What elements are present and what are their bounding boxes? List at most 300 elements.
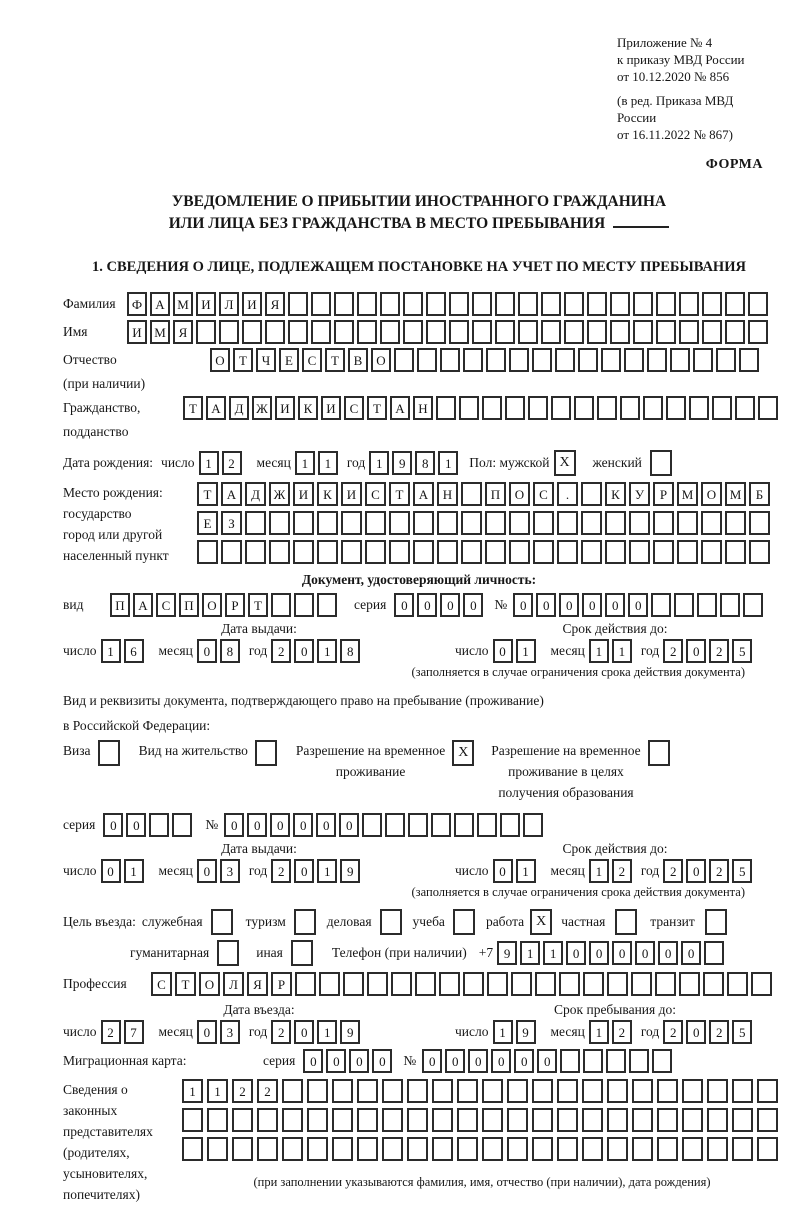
residence-series-cell[interactable] — [172, 813, 192, 837]
birth-place-cell[interactable]: О — [509, 482, 530, 506]
given-name-cell[interactable] — [610, 320, 630, 344]
purpose-study-checkbox[interactable] — [453, 909, 475, 935]
migration-card-number-cell[interactable] — [583, 1049, 603, 1073]
patronymic-cell[interactable] — [417, 348, 437, 372]
valid-day-cell[interactable]: 1 — [516, 859, 536, 883]
representative-cell[interactable] — [607, 1137, 628, 1161]
representative-cell[interactable] — [632, 1079, 653, 1103]
purpose-transit-checkbox[interactable] — [705, 909, 727, 935]
representative-cell[interactable]: 2 — [232, 1079, 253, 1103]
issue-year-cell[interactable]: 1 — [317, 859, 337, 883]
citizenship-cell[interactable] — [597, 396, 617, 420]
birth-place-cell[interactable] — [437, 540, 458, 564]
entry-year-cell[interactable]: 1 — [317, 1020, 337, 1044]
birth-place-cell[interactable]: Е — [197, 511, 218, 535]
birth-place-cell[interactable] — [485, 540, 506, 564]
citizenship-cell[interactable] — [643, 396, 663, 420]
profession-cell[interactable] — [295, 972, 316, 996]
stay-year-cell[interactable]: 5 — [732, 1020, 752, 1044]
entry-year-cell[interactable]: 0 — [294, 1020, 314, 1044]
representative-cell[interactable] — [632, 1108, 653, 1132]
residence-permit-checkbox[interactable] — [255, 740, 277, 766]
purpose-tourism-checkbox[interactable] — [294, 909, 316, 935]
issue-month-cell[interactable]: 0 — [197, 639, 217, 663]
citizenship-cell[interactable] — [574, 396, 594, 420]
representative-cell[interactable] — [557, 1079, 578, 1103]
residence-number-cell[interactable]: 0 — [293, 813, 313, 837]
representative-cell[interactable] — [432, 1137, 453, 1161]
birth-place-cell[interactable] — [533, 511, 554, 535]
citizenship-cell[interactable] — [712, 396, 732, 420]
representative-cell[interactable] — [532, 1079, 553, 1103]
birth-day-cell[interactable]: 2 — [222, 451, 242, 475]
surname-cell[interactable] — [334, 292, 354, 316]
representative-cell[interactable] — [507, 1137, 528, 1161]
birth-place-cell[interactable] — [701, 511, 722, 535]
birth-place-cell[interactable] — [365, 511, 386, 535]
patronymic-cell[interactable] — [463, 348, 483, 372]
doc-series-cell[interactable]: 0 — [463, 593, 483, 617]
issue-month-cell[interactable]: 0 — [197, 859, 217, 883]
birth-place-cell[interactable] — [653, 540, 674, 564]
representative-cell[interactable] — [582, 1108, 603, 1132]
purpose-official-checkbox[interactable] — [211, 909, 233, 935]
birth-place-cell[interactable]: У — [629, 482, 650, 506]
representative-cell[interactable] — [582, 1137, 603, 1161]
birth-place-cell[interactable]: Р — [653, 482, 674, 506]
patronymic-cell[interactable] — [578, 348, 598, 372]
citizenship-cell[interactable] — [551, 396, 571, 420]
surname-cell[interactable] — [403, 292, 423, 316]
birth-place-cell[interactable] — [413, 540, 434, 564]
birth-place-cell[interactable]: И — [293, 482, 314, 506]
patronymic-cell[interactable]: Е — [279, 348, 299, 372]
profession-cell[interactable] — [727, 972, 748, 996]
representative-cell[interactable] — [307, 1137, 328, 1161]
given-name-cell[interactable] — [656, 320, 676, 344]
birth-place-cell[interactable] — [269, 511, 290, 535]
profession-cell[interactable] — [607, 972, 628, 996]
surname-cell[interactable] — [725, 292, 745, 316]
representative-cell[interactable] — [182, 1137, 203, 1161]
representative-cell[interactable] — [532, 1108, 553, 1132]
residence-number-cell[interactable] — [500, 813, 520, 837]
surname-cell[interactable] — [610, 292, 630, 316]
issue-day-cell[interactable]: 6 — [124, 639, 144, 663]
residence-number-cell[interactable] — [408, 813, 428, 837]
issue-year-cell[interactable]: 0 — [294, 639, 314, 663]
representative-cell[interactable] — [757, 1108, 778, 1132]
birth-place-cell[interactable] — [317, 540, 338, 564]
birth-place-cell[interactable]: Д — [245, 482, 266, 506]
birth-place-cell[interactable] — [293, 511, 314, 535]
representative-cell[interactable] — [482, 1108, 503, 1132]
residence-number-cell[interactable] — [523, 813, 543, 837]
issue-year-cell[interactable]: 0 — [294, 859, 314, 883]
given-name-cell[interactable] — [426, 320, 446, 344]
birth-place-cell[interactable] — [293, 540, 314, 564]
birth-place-cell[interactable]: П — [485, 482, 506, 506]
birth-place-cell[interactable]: М — [677, 482, 698, 506]
profession-cell[interactable] — [559, 972, 580, 996]
representative-cell[interactable] — [682, 1108, 703, 1132]
migration-card-number-cell[interactable] — [652, 1049, 672, 1073]
birth-place-cell[interactable] — [677, 511, 698, 535]
given-name-cell[interactable] — [587, 320, 607, 344]
given-name-cell[interactable] — [265, 320, 285, 344]
patronymic-cell[interactable] — [739, 348, 759, 372]
birth-place-cell[interactable] — [725, 540, 746, 564]
entry-day-cell[interactable]: 7 — [124, 1020, 144, 1044]
entry-year-cell[interactable]: 2 — [271, 1020, 291, 1044]
stay-day-cell[interactable]: 1 — [493, 1020, 513, 1044]
representative-cell[interactable] — [382, 1079, 403, 1103]
surname-cell[interactable] — [679, 292, 699, 316]
given-name-cell[interactable] — [725, 320, 745, 344]
profession-cell[interactable] — [631, 972, 652, 996]
given-name-cell[interactable] — [518, 320, 538, 344]
patronymic-cell[interactable]: Ч — [256, 348, 276, 372]
representative-cell[interactable] — [457, 1108, 478, 1132]
surname-cell[interactable] — [518, 292, 538, 316]
temp-residence-education-checkbox[interactable] — [648, 740, 670, 766]
given-name-cell[interactable] — [748, 320, 768, 344]
given-name-cell[interactable] — [219, 320, 239, 344]
surname-cell[interactable] — [748, 292, 768, 316]
representative-cell[interactable] — [457, 1137, 478, 1161]
patronymic-cell[interactable]: С — [302, 348, 322, 372]
surname-cell[interactable]: Ф — [127, 292, 147, 316]
visa-checkbox[interactable] — [98, 740, 120, 766]
issue-day-cell[interactable]: 1 — [124, 859, 144, 883]
birth-place-cell[interactable]: Т — [197, 482, 218, 506]
doc-kind-cell[interactable]: С — [156, 593, 176, 617]
surname-cell[interactable] — [564, 292, 584, 316]
representative-cell[interactable] — [282, 1108, 303, 1132]
given-name-cell[interactable] — [541, 320, 561, 344]
birth-place-cell[interactable]: С — [365, 482, 386, 506]
issue-year-cell[interactable]: 8 — [340, 639, 360, 663]
birth-place-cell[interactable] — [341, 540, 362, 564]
given-name-cell[interactable] — [495, 320, 515, 344]
valid-month-cell[interactable]: 2 — [612, 859, 632, 883]
citizenship-cell[interactable] — [528, 396, 548, 420]
stay-month-cell[interactable]: 2 — [612, 1020, 632, 1044]
issue-month-cell[interactable]: 3 — [220, 859, 240, 883]
migration-card-number-cell[interactable]: 0 — [491, 1049, 511, 1073]
residence-number-cell[interactable] — [454, 813, 474, 837]
profession-cell[interactable] — [511, 972, 532, 996]
residence-series-cell[interactable]: 0 — [103, 813, 123, 837]
surname-cell[interactable]: Я — [265, 292, 285, 316]
citizenship-cell[interactable] — [436, 396, 456, 420]
patronymic-cell[interactable] — [555, 348, 575, 372]
valid-year-cell[interactable]: 5 — [732, 639, 752, 663]
profession-cell[interactable] — [391, 972, 412, 996]
citizenship-cell[interactable]: С — [344, 396, 364, 420]
birth-place-cell[interactable]: И — [341, 482, 362, 506]
residence-series-cell[interactable] — [149, 813, 169, 837]
residence-number-cell[interactable] — [477, 813, 497, 837]
representative-cell[interactable] — [532, 1137, 553, 1161]
profession-cell[interactable]: О — [199, 972, 220, 996]
doc-series-cell[interactable]: 0 — [440, 593, 460, 617]
citizenship-cell[interactable] — [735, 396, 755, 420]
birth-place-cell[interactable]: К — [605, 482, 626, 506]
patronymic-cell[interactable]: О — [210, 348, 230, 372]
representative-cell[interactable] — [307, 1108, 328, 1132]
birth-day-cell[interactable]: 1 — [199, 451, 219, 475]
issue-year-cell[interactable]: 2 — [271, 859, 291, 883]
representative-cell[interactable] — [182, 1108, 203, 1132]
surname-cell[interactable]: А — [150, 292, 170, 316]
birth-place-cell[interactable]: З — [221, 511, 242, 535]
profession-cell[interactable] — [751, 972, 772, 996]
representative-cell[interactable] — [507, 1079, 528, 1103]
stay-day-cell[interactable]: 9 — [516, 1020, 536, 1044]
representative-cell[interactable] — [207, 1137, 228, 1161]
given-name-cell[interactable] — [334, 320, 354, 344]
doc-kind-cell[interactable]: О — [202, 593, 222, 617]
doc-number-cell[interactable] — [720, 593, 740, 617]
profession-cell[interactable]: С — [151, 972, 172, 996]
patronymic-cell[interactable] — [716, 348, 736, 372]
birth-place-cell[interactable] — [629, 511, 650, 535]
birth-place-cell[interactable]: Ж — [269, 482, 290, 506]
birth-place-cell[interactable]: А — [221, 482, 242, 506]
valid-month-cell[interactable]: 1 — [612, 639, 632, 663]
birth-place-cell[interactable]: С — [533, 482, 554, 506]
birth-place-cell[interactable] — [317, 511, 338, 535]
patronymic-cell[interactable] — [532, 348, 552, 372]
representative-cell[interactable] — [407, 1079, 428, 1103]
birth-month-cell[interactable]: 1 — [295, 451, 315, 475]
representative-cell[interactable] — [657, 1108, 678, 1132]
representative-cell[interactable] — [357, 1137, 378, 1161]
patronymic-cell[interactable] — [394, 348, 414, 372]
doc-kind-cell[interactable] — [294, 593, 314, 617]
representative-cell[interactable] — [607, 1079, 628, 1103]
birth-place-cell[interactable]: Т — [389, 482, 410, 506]
patronymic-cell[interactable] — [647, 348, 667, 372]
representative-cell[interactable] — [207, 1108, 228, 1132]
surname-cell[interactable]: И — [196, 292, 216, 316]
profession-cell[interactable] — [343, 972, 364, 996]
issue-day-cell[interactable]: 1 — [101, 639, 121, 663]
given-name-cell[interactable] — [403, 320, 423, 344]
citizenship-cell[interactable]: А — [206, 396, 226, 420]
valid-month-cell[interactable]: 1 — [589, 859, 609, 883]
entry-month-cell[interactable]: 3 — [220, 1020, 240, 1044]
doc-kind-cell[interactable] — [317, 593, 337, 617]
patronymic-cell[interactable]: Т — [233, 348, 253, 372]
valid-month-cell[interactable]: 1 — [589, 639, 609, 663]
citizenship-cell[interactable] — [666, 396, 686, 420]
surname-cell[interactable]: М — [173, 292, 193, 316]
citizenship-cell[interactable]: И — [275, 396, 295, 420]
representative-cell[interactable] — [682, 1079, 703, 1103]
issue-year-cell[interactable]: 1 — [317, 639, 337, 663]
phone-digit-cell[interactable]: 1 — [543, 941, 563, 965]
birth-place-cell[interactable] — [461, 511, 482, 535]
doc-kind-cell[interactable]: Т — [248, 593, 268, 617]
birth-place-cell[interactable] — [725, 511, 746, 535]
citizenship-cell[interactable] — [620, 396, 640, 420]
given-name-cell[interactable] — [380, 320, 400, 344]
purpose-humanitarian-checkbox[interactable] — [217, 940, 239, 966]
issue-day-cell[interactable]: 0 — [101, 859, 121, 883]
doc-kind-cell[interactable] — [271, 593, 291, 617]
birth-place-cell[interactable] — [581, 482, 602, 506]
residence-number-cell[interactable] — [385, 813, 405, 837]
citizenship-cell[interactable] — [482, 396, 502, 420]
surname-cell[interactable] — [357, 292, 377, 316]
patronymic-cell[interactable] — [440, 348, 460, 372]
profession-cell[interactable]: Я — [247, 972, 268, 996]
citizenship-cell[interactable] — [505, 396, 525, 420]
representative-cell[interactable] — [557, 1108, 578, 1132]
stay-month-cell[interactable]: 1 — [589, 1020, 609, 1044]
profession-cell[interactable] — [703, 972, 724, 996]
profession-cell[interactable] — [319, 972, 340, 996]
birth-place-cell[interactable] — [197, 540, 218, 564]
representative-cell[interactable] — [632, 1137, 653, 1161]
given-name-cell[interactable]: М — [150, 320, 170, 344]
migration-card-series-cell[interactable]: 0 — [303, 1049, 323, 1073]
birth-place-cell[interactable] — [557, 511, 578, 535]
representative-cell[interactable] — [757, 1137, 778, 1161]
birth-place-cell[interactable] — [533, 540, 554, 564]
surname-cell[interactable] — [656, 292, 676, 316]
representative-cell[interactable] — [407, 1137, 428, 1161]
migration-card-number-cell[interactable] — [606, 1049, 626, 1073]
given-name-cell[interactable] — [679, 320, 699, 344]
birth-place-cell[interactable] — [461, 540, 482, 564]
profession-cell[interactable] — [439, 972, 460, 996]
citizenship-cell[interactable] — [758, 396, 778, 420]
given-name-cell[interactable] — [633, 320, 653, 344]
citizenship-cell[interactable]: К — [298, 396, 318, 420]
surname-cell[interactable] — [472, 292, 492, 316]
phone-digit-cell[interactable]: 0 — [566, 941, 586, 965]
profession-cell[interactable] — [583, 972, 604, 996]
patronymic-cell[interactable]: Т — [325, 348, 345, 372]
patronymic-cell[interactable] — [624, 348, 644, 372]
surname-cell[interactable] — [449, 292, 469, 316]
stay-year-cell[interactable]: 2 — [709, 1020, 729, 1044]
patronymic-cell[interactable]: О — [371, 348, 391, 372]
migration-card-number-cell[interactable]: 0 — [422, 1049, 442, 1073]
birth-place-cell[interactable] — [437, 511, 458, 535]
representative-cell[interactable] — [357, 1108, 378, 1132]
residence-series-cell[interactable]: 0 — [126, 813, 146, 837]
representative-cell[interactable] — [382, 1137, 403, 1161]
male-checkbox[interactable]: X — [554, 450, 576, 476]
representative-cell[interactable] — [457, 1079, 478, 1103]
profession-cell[interactable] — [367, 972, 388, 996]
migration-card-number-cell[interactable] — [629, 1049, 649, 1073]
birth-place-cell[interactable] — [509, 511, 530, 535]
doc-number-cell[interactable] — [651, 593, 671, 617]
valid-day-cell[interactable]: 0 — [493, 639, 513, 663]
doc-kind-cell[interactable]: П — [179, 593, 199, 617]
birth-year-cell[interactable]: 9 — [392, 451, 412, 475]
issue-month-cell[interactable]: 8 — [220, 639, 240, 663]
birth-place-cell[interactable] — [245, 540, 266, 564]
representative-cell[interactable] — [432, 1108, 453, 1132]
doc-number-cell[interactable] — [743, 593, 763, 617]
doc-number-cell[interactable]: 0 — [536, 593, 556, 617]
doc-kind-cell[interactable]: П — [110, 593, 130, 617]
doc-kind-cell[interactable]: А — [133, 593, 153, 617]
doc-number-cell[interactable] — [697, 593, 717, 617]
issue-year-cell[interactable]: 2 — [271, 639, 291, 663]
phone-digit-cell[interactable]: 1 — [520, 941, 540, 965]
doc-series-cell[interactable]: 0 — [394, 593, 414, 617]
representative-cell[interactable] — [257, 1137, 278, 1161]
migration-card-number-cell[interactable] — [560, 1049, 580, 1073]
patronymic-cell[interactable] — [601, 348, 621, 372]
birth-year-cell[interactable]: 1 — [438, 451, 458, 475]
valid-day-cell[interactable]: 0 — [493, 859, 513, 883]
purpose-other-checkbox[interactable] — [291, 940, 313, 966]
birth-place-cell[interactable]: А — [413, 482, 434, 506]
representative-cell[interactable] — [282, 1137, 303, 1161]
profession-cell[interactable]: Т — [175, 972, 196, 996]
phone-digit-cell[interactable] — [704, 941, 724, 965]
residence-number-cell[interactable] — [431, 813, 451, 837]
valid-year-cell[interactable]: 0 — [686, 639, 706, 663]
surname-cell[interactable]: Л — [219, 292, 239, 316]
valid-year-cell[interactable]: 2 — [709, 859, 729, 883]
birth-place-cell[interactable] — [221, 540, 242, 564]
representative-cell[interactable] — [407, 1108, 428, 1132]
birth-place-cell[interactable] — [701, 540, 722, 564]
birth-place-cell[interactable] — [677, 540, 698, 564]
citizenship-cell[interactable] — [689, 396, 709, 420]
migration-card-number-cell[interactable]: 0 — [514, 1049, 534, 1073]
patronymic-cell[interactable] — [509, 348, 529, 372]
residence-number-cell[interactable]: 0 — [270, 813, 290, 837]
birth-place-cell[interactable] — [629, 540, 650, 564]
representative-cell[interactable] — [707, 1079, 728, 1103]
temp-residence-checkbox[interactable]: X — [452, 740, 474, 766]
surname-cell[interactable] — [702, 292, 722, 316]
residence-number-cell[interactable]: 0 — [247, 813, 267, 837]
birth-place-cell[interactable]: Б — [749, 482, 770, 506]
residence-number-cell[interactable]: 0 — [224, 813, 244, 837]
stay-year-cell[interactable]: 2 — [663, 1020, 683, 1044]
profession-cell[interactable] — [679, 972, 700, 996]
representative-cell[interactable] — [657, 1137, 678, 1161]
residence-number-cell[interactable] — [362, 813, 382, 837]
patronymic-cell[interactable] — [693, 348, 713, 372]
migration-card-number-cell[interactable]: 0 — [445, 1049, 465, 1073]
purpose-private-checkbox[interactable] — [615, 909, 637, 935]
given-name-cell[interactable] — [472, 320, 492, 344]
birth-place-cell[interactable] — [389, 540, 410, 564]
doc-number-cell[interactable]: 0 — [582, 593, 602, 617]
doc-number-cell[interactable]: 0 — [605, 593, 625, 617]
representative-cell[interactable] — [732, 1137, 753, 1161]
birth-place-cell[interactable] — [557, 540, 578, 564]
valid-year-cell[interactable]: 2 — [663, 639, 683, 663]
surname-cell[interactable] — [426, 292, 446, 316]
representative-cell[interactable] — [332, 1108, 353, 1132]
entry-year-cell[interactable]: 9 — [340, 1020, 360, 1044]
given-name-cell[interactable] — [288, 320, 308, 344]
citizenship-cell[interactable]: Т — [183, 396, 203, 420]
